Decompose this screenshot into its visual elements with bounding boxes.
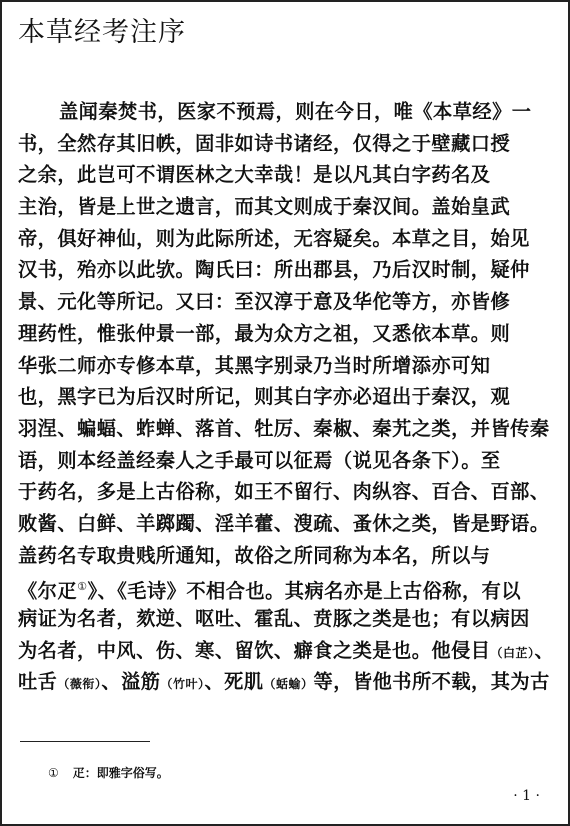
text-line: 汉书，殆亦以此欤。陶氏曰：所出郡县，乃后汉时制，疑仲 [18, 258, 530, 282]
text-segment: 《尔疋 [18, 579, 78, 603]
text-line: 也，黑字已为后汉时所记，则其白字亦必迢出于秦汉，观 [18, 385, 511, 409]
page-number: · 1 · [513, 788, 540, 804]
text-line: 帝，俱好神仙，则为此际所述，无容疑矣。本草之目，始见 [18, 226, 530, 250]
text-line: 书，全然存其旧帙，固非如诗书诸经，仅得之于壁藏口授 [18, 131, 511, 155]
preface-body [18, 96, 555, 698]
text-line: 主治，皆是上世之遗言，而其文则成于秦汉间。盖始皇武 [18, 195, 511, 219]
text-line: 之余，此岂可不谓医林之大幸哉！是以凡其白字药名及 [18, 163, 491, 187]
page-title: 本草经考注序 [18, 17, 186, 48]
text-line: 语，则本经盖经秦人之手最可以征焉（说见各条下）。至 [18, 448, 501, 472]
text-segment: 》、《毛诗》不相合也。其病名亦是上古俗称，有以 [87, 579, 522, 603]
text-segment: 吐舌 [18, 670, 58, 694]
text-line: 败酱、白鲜、羊踯躅、淫羊藿、溲疏、蚤休之类，皆是野语。 [18, 511, 550, 535]
text-line: 盖药名专取贵贱所通知，故俗之所同称为本名，所以与 [18, 543, 491, 567]
text-line: 理药性，惟张仲景一部，最为众方之祖，又悉依本草。则 [18, 321, 511, 345]
text-line: 景、元化等所记。又曰：至汉淳于意及华佗等方，亦皆修 [18, 290, 511, 314]
text-line-with-annotations [18, 666, 551, 698]
footnote-divider [20, 741, 150, 742]
text-segment: 为名者，中风、伤、寒、留饮、癖食之类是也。他侵目 [18, 638, 491, 662]
text-segment: 等，皆他书所不载，其为古 [313, 670, 550, 694]
inline-annotation: （竹叶） [160, 677, 205, 692]
footnote-reference[interactable]: ① [77, 580, 88, 594]
text-segment: 、溢筋 [101, 670, 161, 694]
inline-annotation: （薇衔） [57, 677, 102, 692]
text-segment: 、 [534, 638, 555, 662]
footnote-text: 疋：即雅字俗写。 [72, 766, 169, 780]
text-line: 华张二师亦专修本草，其黑字别录乃当时所增添亦可知 [18, 353, 491, 377]
text-segment: 、死肌 [204, 670, 264, 694]
text-line-with-annotation [18, 635, 555, 667]
text-line: 羽涅、蝙蝠、蚱蝉、落首、牡厉、秦椒、秦艽之类，并皆传秦 [18, 416, 550, 440]
text-line: 盖闻秦焚书，医家不预焉，则在今日，唯《本草经》一 [59, 100, 532, 123]
text-line-with-footnote-ref [18, 571, 551, 603]
footnote [48, 764, 169, 781]
footnote-mark: ① [48, 766, 59, 780]
text-line: 病证为名者，欬逆、呕吐、霍乱、贲豚之类是也；有以病因 [18, 607, 530, 630]
inline-annotation: （蛞蝓） [263, 677, 314, 692]
text-line: 于药名，多是上古俗称，如王不留行、肉纵容、百合、百部、 [18, 480, 550, 504]
inline-annotation: （白芷） [490, 645, 535, 660]
